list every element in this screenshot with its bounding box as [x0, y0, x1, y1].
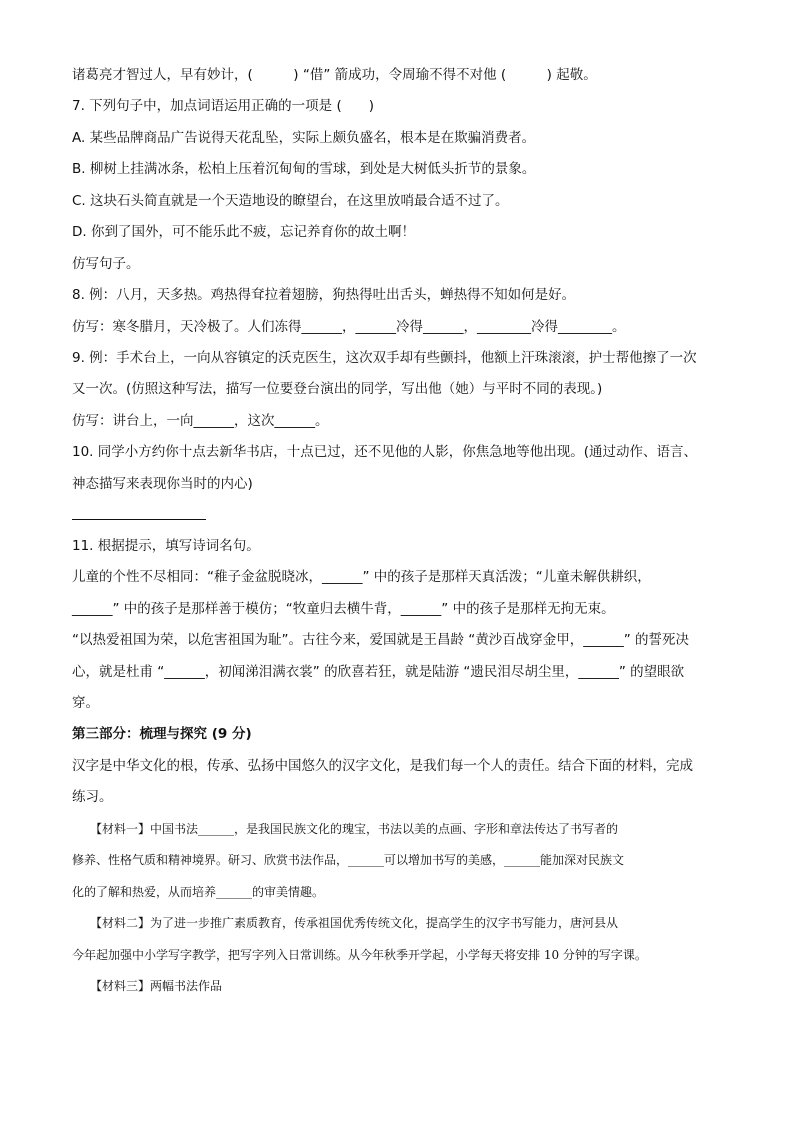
question-8-answer: 仿写：寒冬腊月，天冷极了。人们冻得______，______冷得______，________冷得________。 [72, 319, 626, 335]
question-9-answer: 仿写：讲台上，一向______，这次______。 [72, 413, 329, 429]
question-11-text: 心，就是杜甫 “______，初闻涕泪满衣裳” 的欣喜若狂，就是陆游 “遗民泪尽胡尘里，______” 的望眼欲 [72, 664, 685, 680]
question-9-example: 9. 例：手术台上，一向从容镇定的沃克医生，这次双手却有些颤抖，他额上汗珠滚滚，护士帮他擦了一次 [72, 350, 697, 366]
answer-line [72, 519, 206, 520]
question-11-text: 儿童的个性不尽相同：“稚子金盆脱晓冰，______” 中的孩子是那样天真活泼；“儿童未解供耕织， [72, 569, 651, 585]
question-11-stem: 11. 根据提示，填写诗词名句。 [72, 538, 260, 554]
part-three-heading: 第三部分：梳理与探究 (9 分) [72, 726, 252, 742]
option-c: C. 这块石头简直就是一个天造地设的瞭望台，在这里放哨最合适不过了。 [72, 193, 509, 209]
part-three-intro: 练习。 [72, 789, 113, 805]
question-11-text: ______” 中的孩子是那样善于模仿；“牧童归去横牛背，______” 中的孩子是那样无拘无束。 [72, 601, 615, 617]
option-b: B. 柳树上挂满冰条，松柏上压着沉甸甸的雪球，到处是大树低头折节的景象。 [72, 161, 536, 177]
question-11-text: 穿。 [72, 695, 99, 711]
material-two: 今年起加强中小学写字教学，把写字列入日常训练。从今年秋季开学起，小学每天将安排 10 分钟的写字课。 [72, 948, 647, 962]
question-9-example: 又一次。(仿照这种写法，描写一位要登台演出的同学，写出他（她）与平时不同的表现。) [72, 381, 603, 397]
option-a: A. 某些品牌商品广告说得天花乱坠，实际上颇负盛名，根本是在欺骗消费者。 [72, 130, 536, 146]
section-label: 仿写句子。 [72, 256, 140, 272]
question-8-example: 8. 例：八月，天多热。鸡热得耷拉着翅膀，狗热得吐出舌头，蝉热得不知如何是好。 [72, 287, 576, 303]
question-10-stem: 10. 同学小方约你十点去新华书店，十点已过，还不见他的人影，你焦急地等他出现。(通过动作、语言、 [72, 444, 698, 460]
text-line: 诸葛亮才智过人，早有妙计，( ) “借” 箭成功，令周瑜不得不对他 ( ) 起敬。 [72, 67, 597, 83]
material-one: 修养、性格气质和精神境界。研习、欣赏书法作品，______可以增加书写的美感，______能加深对民族文 [72, 853, 625, 867]
material-two: 【材料二】为了进一步推广素质教育，传承祖国优秀传统文化，提高学生的汉字书写能力，唐河县从 [72, 916, 619, 930]
material-three: 【材料三】两幅书法作品 [72, 979, 223, 993]
material-one: 化的了解和热爱，从而培养______的审美情趣。 [72, 885, 325, 899]
part-three-intro: 汉字是中华文化的根，传承、弘扬中国悠久的汉字文化，是我们每一个人的责任。结合下面的材料，完成 [72, 758, 693, 774]
option-d: D. 你到了国外，可不能乐此不疲，忘记养育你的故土啊！ [72, 224, 415, 240]
material-one: 【材料一】中国书法______，是我国民族文化的瑰宝，书法以美的点画、字形和章法传达了书写者的 [72, 822, 619, 836]
question-11-text: “以热爱祖国为荣，以危害祖国为耻”。古往今来，爱国就是王昌龄 “黄沙百战穿金甲，______” 的誓死决 [72, 632, 690, 648]
question-10-stem: 神态描写来表现你当时的内心) [72, 476, 253, 492]
question-7-stem: 7. 下列句子中，加点词语运用正确的一项是 ( ) [72, 98, 374, 114]
